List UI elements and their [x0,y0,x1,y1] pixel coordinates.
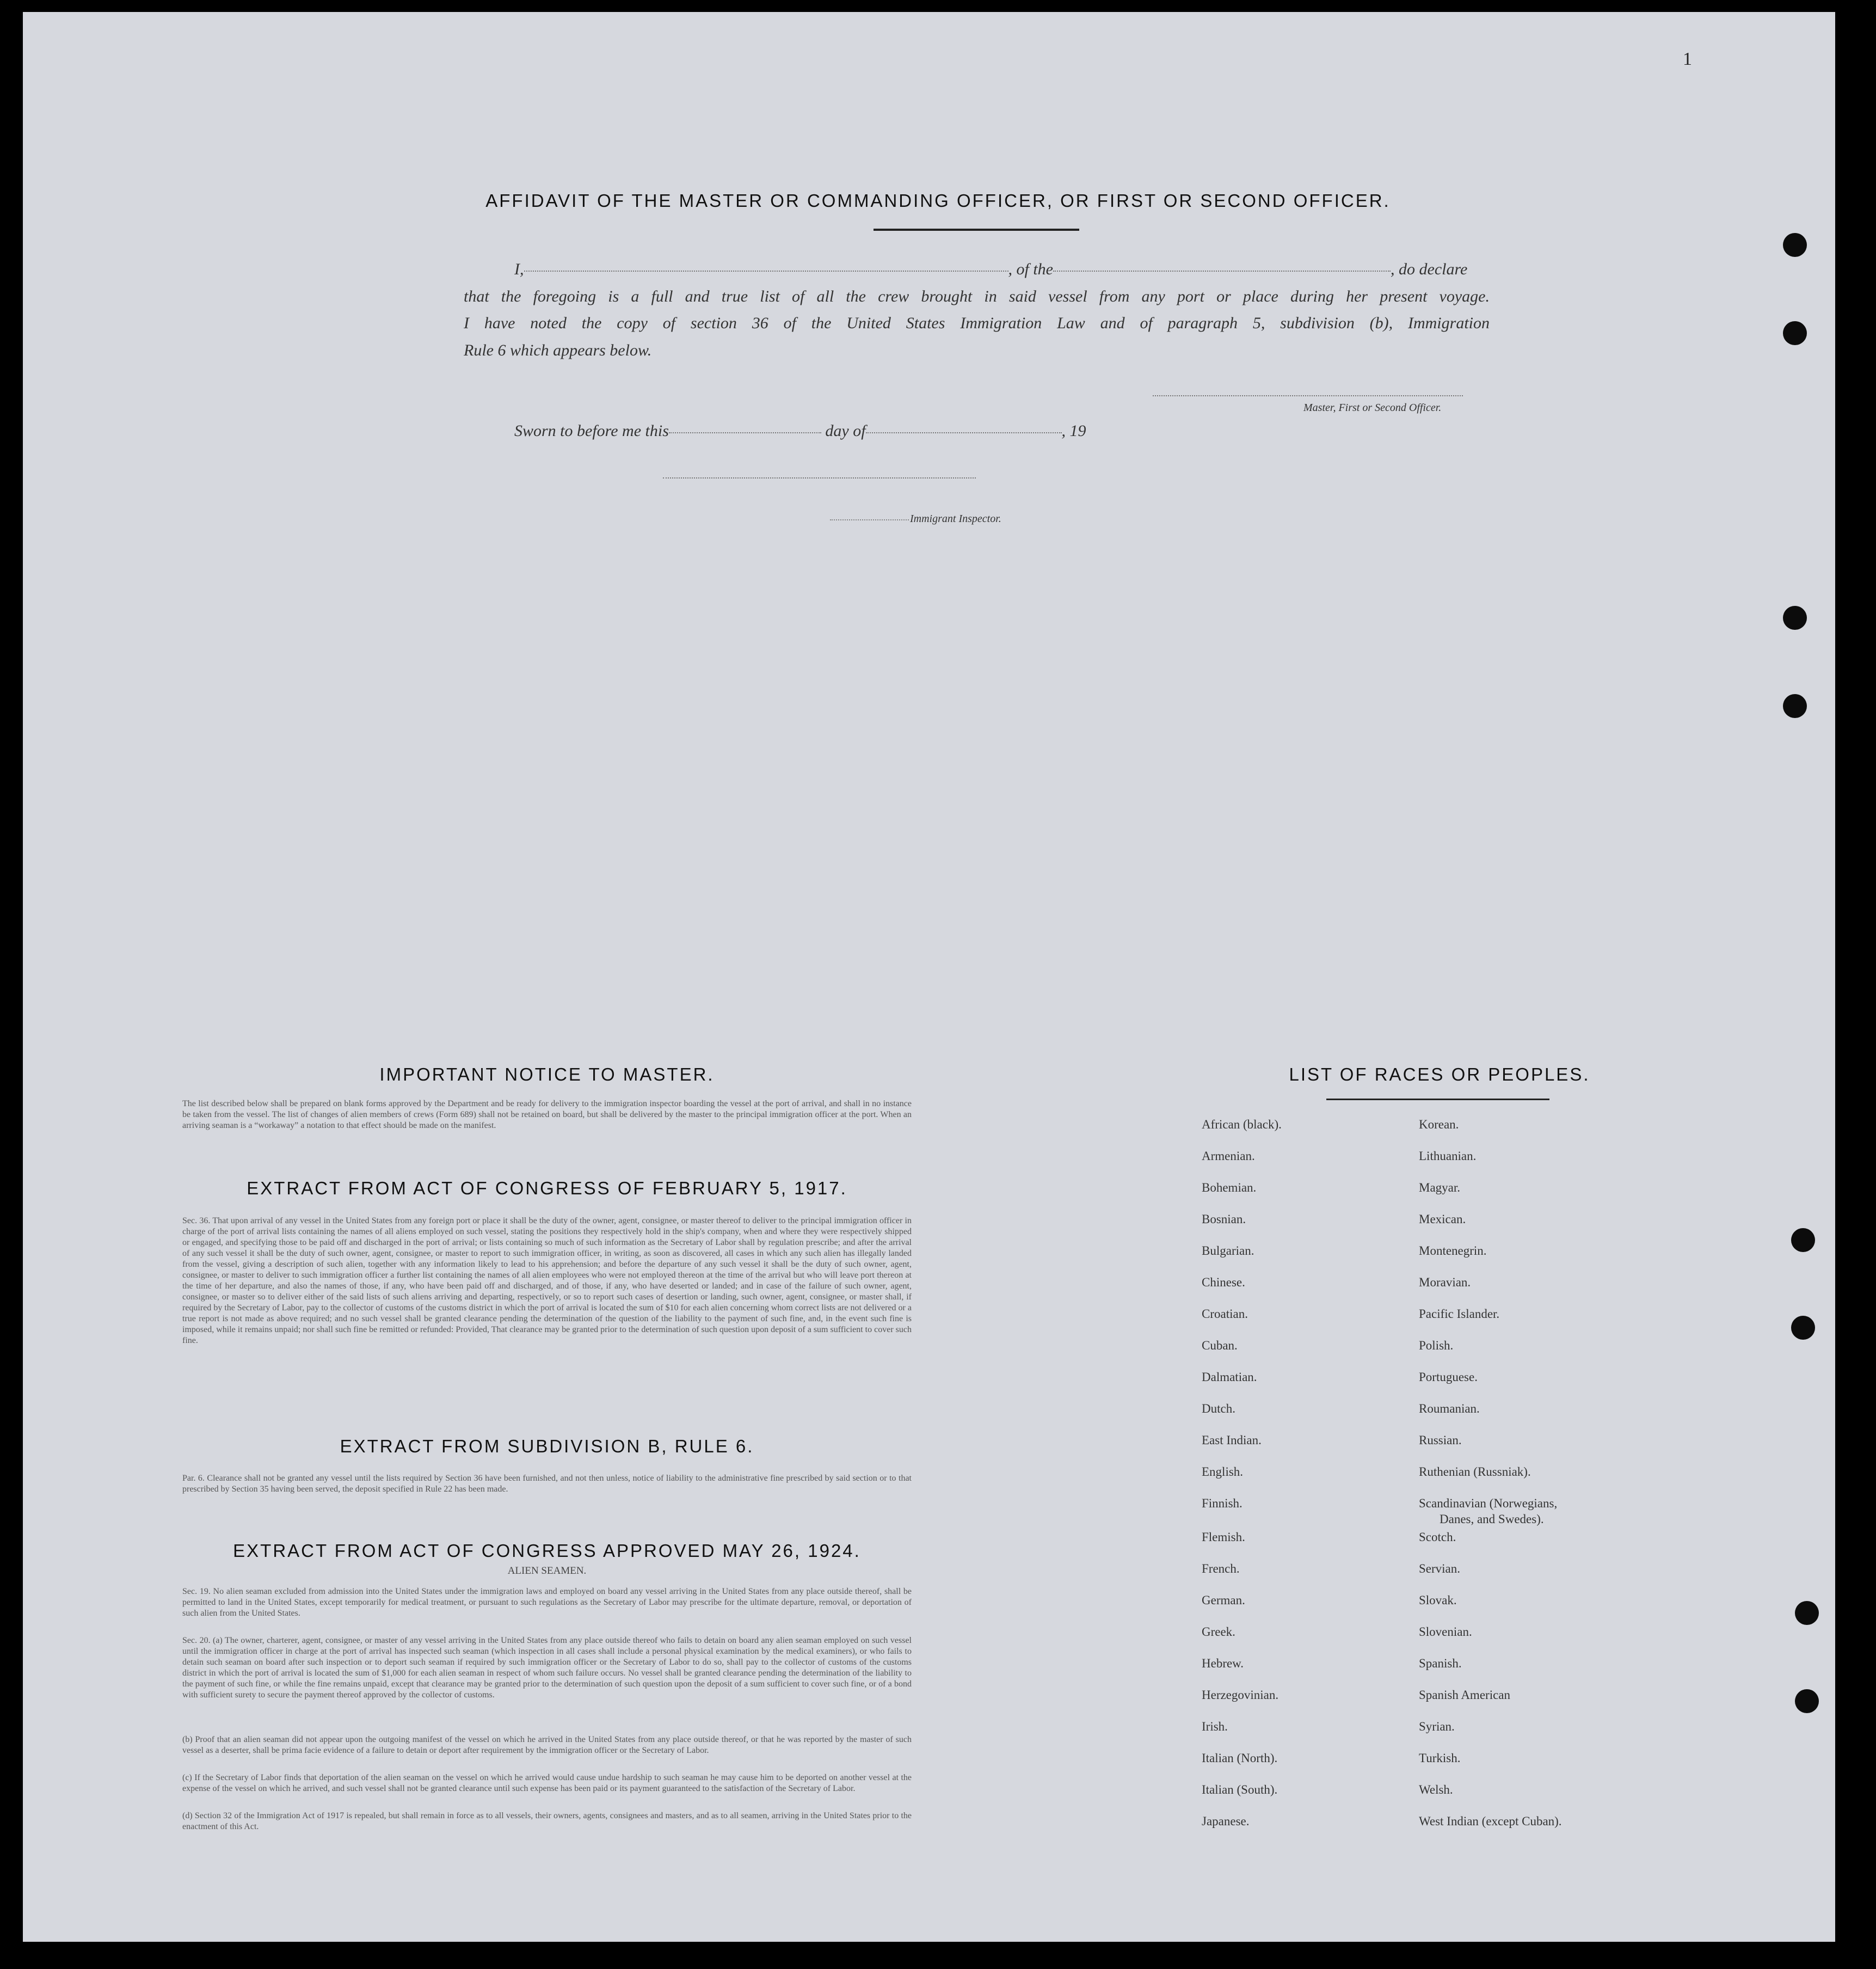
race-item: Dalmatian. [1202,1370,1257,1384]
notice-text: The list described below shall be prepared on blank forms approved by the Department and be ready for delivery to the immigration inspector boarding the vessel at the port of arrival, and shall in no instance be taken from the vessel. The list of changes of alien members of crews (Form 689) shall not be retained on board, but shall be delivered by the master to the principal immigration officer at the port. When an arriving seaman is a “workaway” a notation to that effect should be made on the manifest. [182,1099,912,1130]
extract-1924-sec20c: (c) If the Secretary of Labor finds that deportation of the alien seaman on the vessel on which he arrived would cause undue hardship to such seaman he may cause him to be deported on another vessel at the expense of the vessel on which he arrived, and such vessel shall not be granted clearance until such expense has been paid or its payment guaranteed to the satisfaction of the Secretary of Labor. [182,1773,912,1793]
rule6-text: Par. 6. Clearance shall not be granted any vessel until the lists required by Section 36 have been furnished, and not then unless, notice of liability to the administrative fine prescribed by said section or to that prescribed by Section 35 having been served, the deposit specified in Rule 22 has been made. [182,1474,912,1494]
race-item: German. [1202,1593,1245,1607]
race-item: Dutch. [1202,1402,1235,1415]
race-item: Irish. [1202,1720,1228,1733]
races-underline [1326,1099,1549,1100]
year-label: , 19 [1061,422,1086,440]
race-item: Herzegovinian. [1202,1688,1279,1702]
notice-heading: IMPORTANT NOTICE TO MASTER. [379,1064,715,1084]
page-number-mark: 1 [1683,49,1692,69]
race-item: Russian. [1419,1433,1462,1447]
rule6-heading: EXTRACT FROM SUBDIVISION B, RULE 6. [340,1436,754,1456]
punch-hole-2 [1783,321,1807,345]
race-item: Finnish. [1202,1496,1243,1510]
race-item: Welsh. [1419,1783,1453,1796]
extract-1924-sec19: Sec. 19. No alien seaman excluded from admission into the United States under the immigration laws and employed on board any vessel arriving in the United States from any place outside thereof, shall be permitted to land in the United States, except temporarily for medical treatment, or pursuant to such regulations as the Secretary of Labor may prescribe for the ultimate departure, removal, or deportation of such alien from the United States. [182,1587,912,1618]
punch-hole-5 [1791,1228,1815,1252]
race-item: Slovak. [1419,1593,1457,1607]
race-item: Italian (North). [1202,1751,1278,1765]
race-item: Spanish American [1419,1688,1510,1702]
inspector-signature-field[interactable] [663,477,976,479]
affidavit-title: AFFIDAVIT OF THE MASTER OR COMMANDING OFFICER, OR FIRST OR SECOND OFFICER. [485,191,1391,211]
race-item: Bosnian. [1202,1212,1246,1226]
vessel-name-field[interactable] [1053,270,1391,272]
race-item: Servian. [1419,1562,1461,1575]
race-item: Korean. [1419,1118,1459,1131]
race-item: Slovenian. [1419,1625,1472,1639]
race-item: West Indian (except Cuban). [1419,1814,1562,1828]
sworn-day-field[interactable] [669,432,821,433]
do-declare-label: , do declare [1391,260,1468,278]
sworn-line [514,422,1086,440]
race-item: Portuguese. [1419,1370,1478,1384]
race-item: Moravian. [1419,1275,1471,1289]
extract-1924-sec20b: (b) Proof that an alien seaman did not appear upon the outgoing manifest of the vessel on which he arrived in the United States from any place outside thereof, or that he was reported by the master of such vessel as a deserter, shall be prima facie evidence of a failure to detain or deport after requirement by the immigration officer or the Secretary of Labor. [182,1735,912,1755]
race-item: Roumanian. [1419,1402,1480,1415]
race-item: Greek. [1202,1625,1235,1639]
races-heading: LIST OF RACES OR PEOPLES. [1289,1064,1590,1084]
race-item: Montenegrin. [1419,1244,1487,1258]
title-underline [874,229,1079,231]
race-item: African (black). [1202,1118,1282,1131]
race-item: Ruthenian (Russniak). [1419,1465,1531,1479]
inspector-name-dots [830,519,909,520]
extract-1917-text: Sec. 36. That upon arrival of any vessel in the United States from any foreign port or place it shall be the duty of the owner, agent, consignee, or master thereof to deliver to the principal immigration officer in charge of the port of arrival lists containing the names of all aliens employed on such vessel, stating the positions they respectively hold in the ship's company, when and where they were respectively shipped or engaged, and specifying those to be paid off and discharged in the port of arrival; or lists containing so much of such information as the Secretary of Labor shall by regulation prescribe; and after the arrival of any such vessel it shall be the duty of such owner, agent, consignee, or master to report to such immigration officer, in writing, as soon as discovered, all cases in which any such alien has illegally landed from the vessel, giving a description of such alien, together with any information likely to lead to his apprehension; and before the departure of any such vessel it shall be the duty of such owner, agent, consignee, or master to deliver to such immigration officer a further list containing the names of all alien employees who were not employed thereon at the time of the arrival but who will leave port thereon at the time of her departure, and also the names of those, if any, who have been paid off and discharged, and of those, if any, who have deserted or landed; and in case of the failure of such owner, agent, consignee, or master so to deliver either of the said lists of such aliens arriving and departing, respectively, or so to report such cases of desertion or landing, such owner, agent, consignee, or master shall, if required by the Secretary of Labor, pay to the collector of customs of the customs district in which the port of arrival is located the sum of $10 for each alien concerning whom correct lists are not delivered or a true report is not made as above required; and no such vessel shall be granted clearance pending the determination of the question of the liability to the payment of such fine, and, in the event such fine is imposed, while it remains unpaid; nor shall such fine be remitted or refunded: Provided, That clearance may be granted prior to the determination of such question upon deposit of a sum sufficient to cover such fine. [182,1216,912,1345]
race-item: Spanish. [1419,1657,1462,1670]
sworn-prefix: Sworn to before me this [514,422,669,440]
punch-hole-6 [1791,1316,1815,1340]
race-item: Lithuanian. [1419,1149,1477,1163]
race-item: Mexican. [1419,1212,1466,1226]
race-item: Scotch. [1419,1530,1456,1544]
extract-1924-heading: EXTRACT FROM ACT OF CONGRESS APPROVED MAY 26, 1924. [233,1541,861,1561]
race-item: Bohemian. [1202,1181,1257,1194]
race-item-scandinavian-continued: Danes, and Swedes). [1440,1512,1544,1526]
punch-hole-7 [1795,1601,1819,1625]
race-item: Pacific Islander. [1419,1307,1500,1321]
race-item: Japanese. [1202,1814,1250,1828]
punch-hole-8 [1795,1689,1819,1713]
officer-signature-field[interactable] [1153,395,1463,396]
officer-signature-label: Master, First or Second Officer. [1303,402,1442,414]
race-item: English. [1202,1465,1244,1479]
race-item: Armenian. [1202,1149,1255,1163]
declaration-line-1 [514,260,1467,279]
extract-1924-sec20a: Sec. 20. (a) The owner, charterer, agent, consignee, or master of any vessel arriving in the United States from any place outside thereof who fails to detain on board any alien seaman employed on such vessel until the immigration officer in charge at the port of arrival has inspected such seaman (which inspection in all cases shall include a personal physical examination by the medical examiners), or who fails to detain such seaman on board after such inspection or to deport such seaman if required by such immigration officer or the Secretary of Labor to do so, shall pay to the collector of customs of the customs district in which the port of arrival is located the sum of $1,000 for each alien seaman in respect of whom such failure occurs. No vessel shall be granted clearance pending the determination of the liability to the payment of such fine, or while the fine remains unpaid, except that clearance may be granted prior to the determination of such question upon the deposit of a sum sufficient to cover such fine, or of a bond with sufficient surety to secure the payment thereof approved by the collector of customs. [182,1636,912,1700]
race-item: French. [1202,1562,1240,1575]
race-item: Croatian. [1202,1307,1248,1321]
punch-hole-1 [1783,233,1807,257]
extract-1924-sec20d: (d) Section 32 of the Immigration Act of 1917 is repealed, but shall remain in force as to all vessels, their owners, agents, consignees and masters, and as to all seamen, arriving in the United States prior to the enactment of this Act. [182,1811,912,1831]
race-item: Italian (South). [1202,1783,1278,1796]
day-of-label: day of [825,422,866,440]
race-item: East Indian. [1202,1433,1262,1447]
race-item: Syrian. [1419,1720,1455,1733]
alien-seamen-subheading: ALIEN SEAMEN. [507,1565,587,1577]
extract-1917-heading: EXTRACT FROM ACT OF CONGRESS OF FEBRUARY 5, 1917. [247,1178,847,1198]
race-item: Polish. [1419,1339,1454,1352]
race-item: Turkish. [1419,1751,1461,1765]
race-item: Flemish. [1202,1530,1245,1544]
race-item: Bulgarian. [1202,1244,1254,1258]
race-item: Hebrew. [1202,1657,1244,1670]
declaration-line-2: that the foregoing is a full and true list of all the crew brought in said vessel from any port or place during her present voyage. [464,287,1490,305]
sworn-month-field[interactable] [866,432,1062,433]
of-the-label: , of the [1008,260,1053,278]
race-item: Cuban. [1202,1339,1238,1352]
declaration-line-4: Rule 6 which appears below. [464,341,652,359]
race-item: Chinese. [1202,1275,1245,1289]
declaration-line-3: I have noted the copy of section 36 of the United States Immigration Law and of paragraph 5, subdivision (b), Immigration [464,314,1490,332]
punch-hole-4 [1783,694,1807,718]
race-item: Scandinavian (Norwegians, [1419,1496,1558,1510]
inspector-label: Immigrant Inspector. [910,513,1001,525]
race-item: Magyar. [1419,1181,1461,1194]
declarant-name-field[interactable] [524,270,1008,272]
punch-hole-3 [1783,606,1807,630]
declarant-prefix: I, [514,260,524,278]
